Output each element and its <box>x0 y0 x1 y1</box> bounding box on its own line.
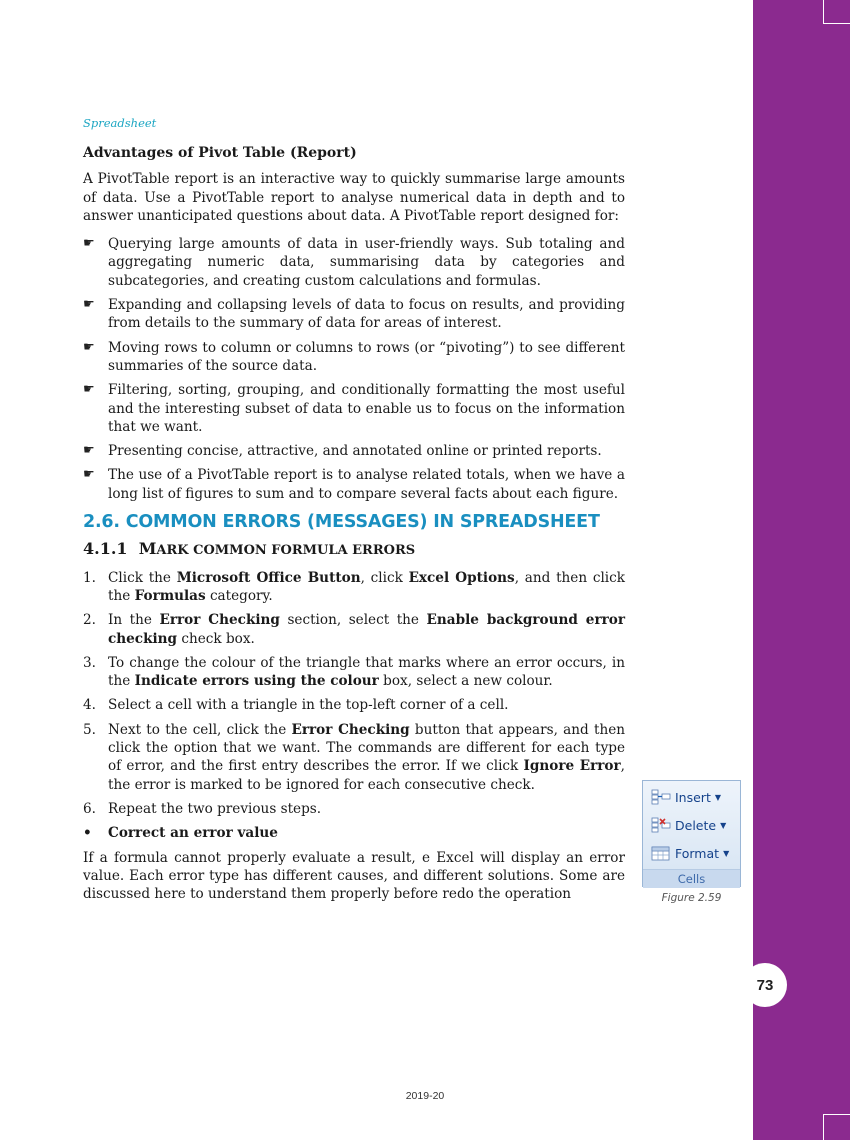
pointing-hand-icon: ☛ <box>83 236 95 252</box>
list-item: ☛ The use of a PivotTable report is to analyse related totals, when we have a long list of figures to sum and to compare several facts about each figure. <box>83 467 625 502</box>
advantages-list <box>83 235 625 503</box>
insert-cells-icon <box>651 789 671 805</box>
delete-cells-icon <box>651 817 671 833</box>
step-number: 2. <box>83 612 96 629</box>
step-item: 6. Repeat the two previous steps. <box>83 800 322 817</box>
chevron-down-icon: ▼ <box>714 792 722 802</box>
heading-advantages: Advantages of Pivot Table (Report) <box>83 145 357 161</box>
step-item: 4. Select a cell with a triangle in the top-left corner of a cell. <box>83 697 509 714</box>
insert-button[interactable]: Insert ▼ <box>651 787 721 807</box>
list-item: ☛ Presenting concise, attractive, and annotated online or printed reports. <box>83 443 602 460</box>
correct-error-bullet: • Correct an error value <box>83 825 278 842</box>
list-item: ☛ Querying large amounts of data in user-friendly ways. Sub totaling and aggregating numeric data, summarising data by categories and subcategories, and creating custom calculations and formulas. <box>83 236 625 289</box>
step-number: 1. <box>83 569 96 586</box>
step-number: 6. <box>83 800 96 817</box>
pointing-hand-icon: ☛ <box>83 443 95 459</box>
list-item: ☛ Expanding and collapsing levels of data to focus on results, and providing from details to the summary of data for areas of interest. <box>83 297 625 332</box>
crop-mark-top <box>823 0 850 24</box>
format-button[interactable]: Format ▼ <box>651 843 729 863</box>
steps-list <box>83 569 625 819</box>
pointing-hand-icon: ☛ <box>83 339 95 355</box>
step-number: 4. <box>83 697 96 714</box>
section-heading: 2.6. COMMON ERRORS (MESSAGES) IN SPREADSHEET <box>83 512 600 533</box>
footer-year: 2019-20 <box>405 1090 445 1102</box>
chevron-down-icon: ▼ <box>720 820 727 830</box>
closing-paragraph: If a formula cannot properly evaluate a result, e Excel will display an error value. Each error type has different causes, and different solutions. Some are discussed here to understand them properly before redo the operation <box>83 849 625 903</box>
page-number: 73 <box>743 963 787 1007</box>
format-cells-icon <box>651 845 671 861</box>
step-item: 3. To change the colour of the triangle that marks where an error occurs, in the Indicate errors using the colour box, select a new colour. <box>83 654 625 690</box>
bullet-dot: • <box>83 825 92 842</box>
figure-caption: Figure 2.59 <box>661 892 722 904</box>
delete-button[interactable]: Delete ▼ <box>651 815 726 835</box>
step-item: 1. Click the Microsoft Office Button, click Excel Options, and then click the Formulas category. <box>83 569 625 604</box>
step-number: 3. <box>83 654 96 671</box>
crop-mark-bottom <box>823 1114 850 1140</box>
pointing-hand-icon: ☛ <box>83 297 95 313</box>
group-label: Cells <box>643 869 740 888</box>
page-content <box>83 144 625 903</box>
subsection-heading: 4.1.1 MARK COMMON FORMULA ERRORS <box>83 539 416 559</box>
list-item: ☛ Moving rows to column or columns to rows (or “pivoting”) to see different summaries of the source data. <box>83 339 625 374</box>
chevron-down-icon: ▼ <box>723 848 730 858</box>
intro-paragraph: A PivotTable report is an interactive way to quickly summarise large amounts of data. Use a PivotTable report to analyse numerical data in depth and to answer unanticipated questions about data. A PivotTable report designed for: <box>83 171 625 224</box>
cells-ribbon-group <box>642 780 741 887</box>
pointing-hand-icon: ☛ <box>83 467 95 483</box>
running-head: Spreadsheet <box>83 116 157 130</box>
pointing-hand-icon: ☛ <box>83 382 95 398</box>
step-item: 5. Next to the cell, click the Error Checking button that appears, and then click the option that we want. The commands are different for each type of error, and the first entry describes the error. If we click Ignore Error, the error is marked to be ignored for each consecutive check. <box>83 721 625 793</box>
list-item: ☛ Filtering, sorting, grouping, and conditionally formatting the most useful and the interesting subset of data to enable us to focus on the information that we want. <box>83 382 625 435</box>
step-number: 5. <box>83 721 96 738</box>
step-item: 2. In the Error Checking section, select the Enable background error checking check box. <box>83 612 625 647</box>
